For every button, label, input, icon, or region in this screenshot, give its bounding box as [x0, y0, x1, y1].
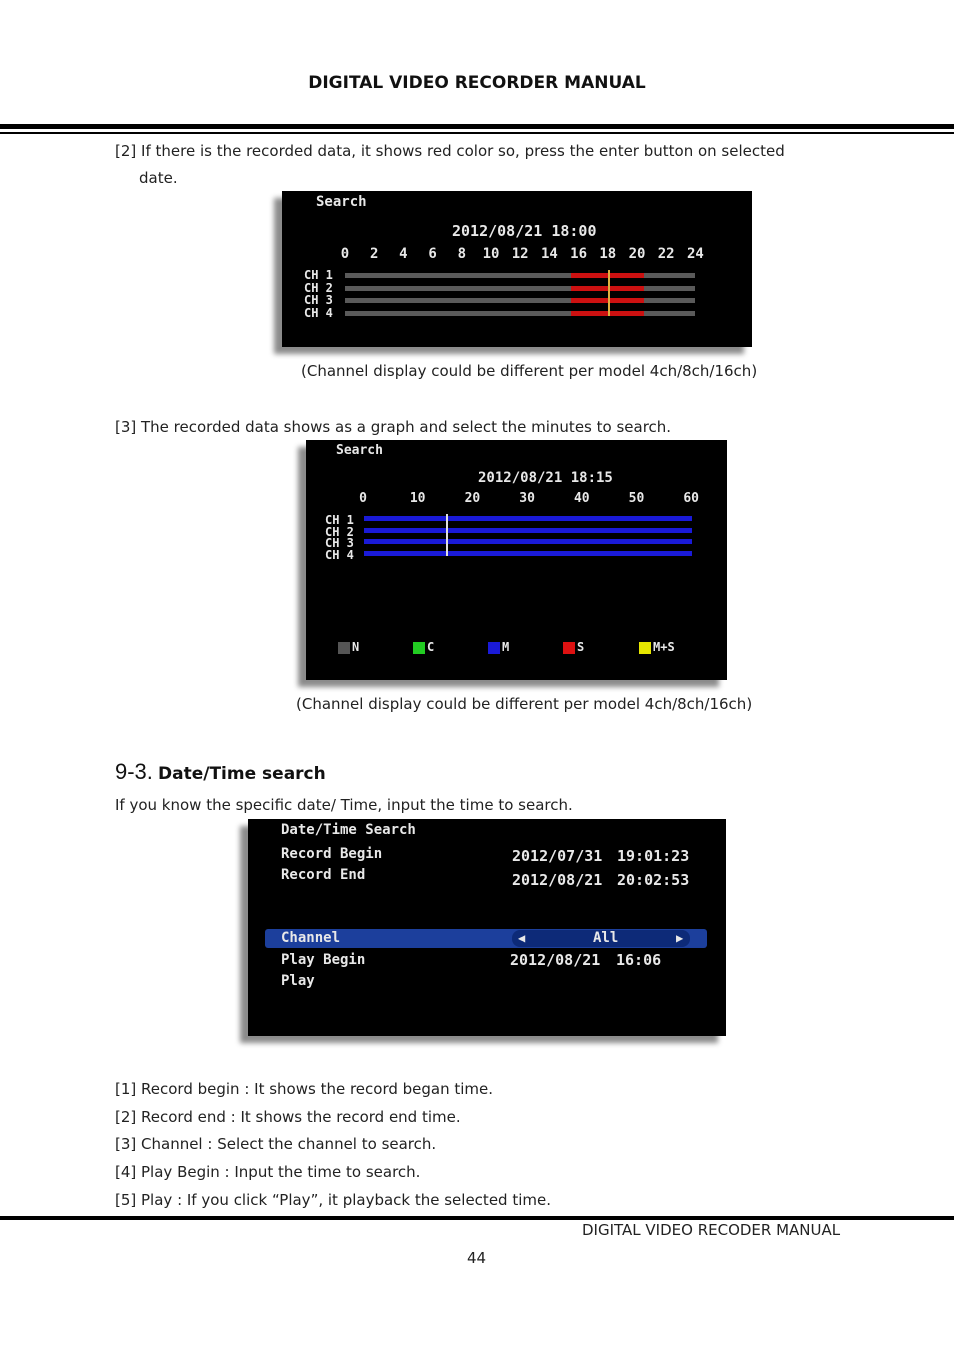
search-minutes-screenshot [306, 440, 727, 680]
channel-label: CH 2 [304, 280, 333, 295]
section-title: Date/Time search [158, 764, 326, 784]
search-hours-screenshot [282, 191, 752, 347]
search-minutes-title: Search [336, 443, 383, 458]
legend-label: S [577, 640, 585, 654]
minute-tick-label: 50 [628, 491, 645, 506]
step2-text-line2: date. [139, 169, 178, 187]
channel-label: CH 3 [304, 293, 333, 307]
search-hours-title: Search [316, 194, 367, 210]
header-rule-thick [0, 124, 954, 129]
legend-swatch [488, 642, 500, 654]
channel-minute-bar[interactable] [364, 551, 692, 556]
chevron-left-icon[interactable]: ◀ [518, 931, 526, 945]
list-item-play-begin: [4] Play Begin : Input the time to search. [115, 1163, 421, 1181]
channel-label: CH 2 [325, 524, 354, 539]
channel-minute-bar[interactable] [364, 539, 692, 544]
minute-tick-label: 10 [409, 491, 426, 506]
section-heading [115, 759, 326, 785]
channel-label: CH 1 [325, 513, 354, 527]
legend-label: C [427, 640, 435, 654]
channel-row-highlight[interactable] [265, 929, 707, 948]
hour-tick-label: 6 [428, 246, 437, 262]
legend-swatch [413, 642, 425, 654]
minute-tick-label: 60 [683, 491, 700, 506]
dts-title: Date/Time Search [281, 822, 416, 838]
page-number: 44 [467, 1249, 487, 1267]
play-begin-date[interactable]: 2012/08/21 [510, 951, 601, 969]
date-time-search-screenshot [248, 819, 726, 1036]
minute-tick-label: 20 [464, 491, 481, 506]
hour-tick-label: 14 [540, 246, 558, 262]
legend-swatch [639, 642, 651, 654]
channel-label: Channel [281, 930, 341, 946]
chevron-right-icon[interactable]: ▶ [676, 931, 684, 945]
play-label[interactable]: Play [281, 973, 315, 989]
channel-minute-bar[interactable] [364, 516, 692, 521]
hour-tick-label: 2 [369, 246, 379, 262]
channel-label: CH 1 [304, 268, 333, 282]
record-begin-time: 19:01:23 [617, 847, 690, 865]
record-begin-date: 2012/07/31 [512, 847, 603, 865]
hour-tick-label: 24 [686, 246, 704, 262]
legend-label: M+S [653, 640, 675, 654]
record-end-label: Record End [281, 867, 366, 883]
hour-tick-label: 16 [570, 246, 588, 262]
section-intro: If you know the specific date/ Time, input the time to search. [115, 796, 573, 814]
channel-label: CH 3 [325, 536, 354, 550]
hour-tick-label: 4 [399, 246, 408, 262]
channel-selector[interactable] [512, 930, 690, 947]
legend-swatch [563, 642, 575, 654]
record-begin-label: Record Begin [281, 846, 383, 862]
minute-tick-label: 40 [573, 491, 590, 506]
section-number: 9-3. [115, 759, 153, 784]
play-begin-label[interactable]: Play Begin [281, 952, 366, 968]
legend-label: N [352, 640, 360, 654]
minute-tick-label: 30 [519, 491, 535, 506]
step2-text-line1: [2] If there is the recorded data, it shows red color so, press the enter button on selected [115, 142, 785, 160]
search-hours-datetime: 2012/08/21 18:00 [452, 222, 597, 240]
channel-label: CH 4 [325, 547, 354, 562]
hour-tick-label: 10 [482, 246, 500, 262]
hour-tick-label: 20 [628, 246, 646, 262]
channel-minute-bar[interactable] [364, 528, 692, 533]
header-rule-thin [0, 132, 954, 134]
legend-label: M [502, 640, 510, 654]
list-item-record-begin: [1] Record begin : It shows the record began time. [115, 1080, 494, 1098]
search-minutes-datetime: 2012/08/21 18:15 [478, 470, 613, 486]
step3-caption: (Channel display could be different per model 4ch/8ch/16ch) [296, 695, 753, 713]
hour-tick-label: 12 [511, 246, 529, 262]
step3-text: [3] The recorded data shows as a graph and select the minutes to search. [115, 418, 672, 436]
legend-swatch [338, 642, 350, 654]
page-header-title: DIGITAL VIDEO RECORDER MANUAL [308, 73, 646, 93]
play-begin-time[interactable]: 16:06 [616, 951, 662, 969]
record-end-time: 20:02:53 [617, 871, 690, 889]
list-item-play: [5] Play : If you click “Play”, it playback the selected time. [115, 1191, 551, 1209]
hour-tick-label: 8 [457, 246, 467, 262]
time-cursor [446, 514, 448, 556]
channel-value: All [593, 930, 619, 946]
hour-tick-label: 22 [657, 246, 675, 262]
hour-tick-label: 18 [599, 246, 617, 262]
channel-label: CH 4 [304, 305, 333, 320]
list-item-record-end: [2] Record end : It shows the record end time. [115, 1108, 461, 1126]
minute-tick-label: 0 [359, 491, 367, 506]
hour-tick-label: 0 [340, 246, 350, 262]
list-item-channel: [3] Channel : Select the channel to search. [115, 1135, 437, 1153]
footer-title: DIGITAL VIDEO RECODER MANUAL [582, 1221, 841, 1239]
record-end-date: 2012/08/21 [512, 871, 603, 889]
time-cursor [608, 270, 610, 316]
step2-caption: (Channel display could be different per model 4ch/8ch/16ch) [301, 362, 758, 380]
